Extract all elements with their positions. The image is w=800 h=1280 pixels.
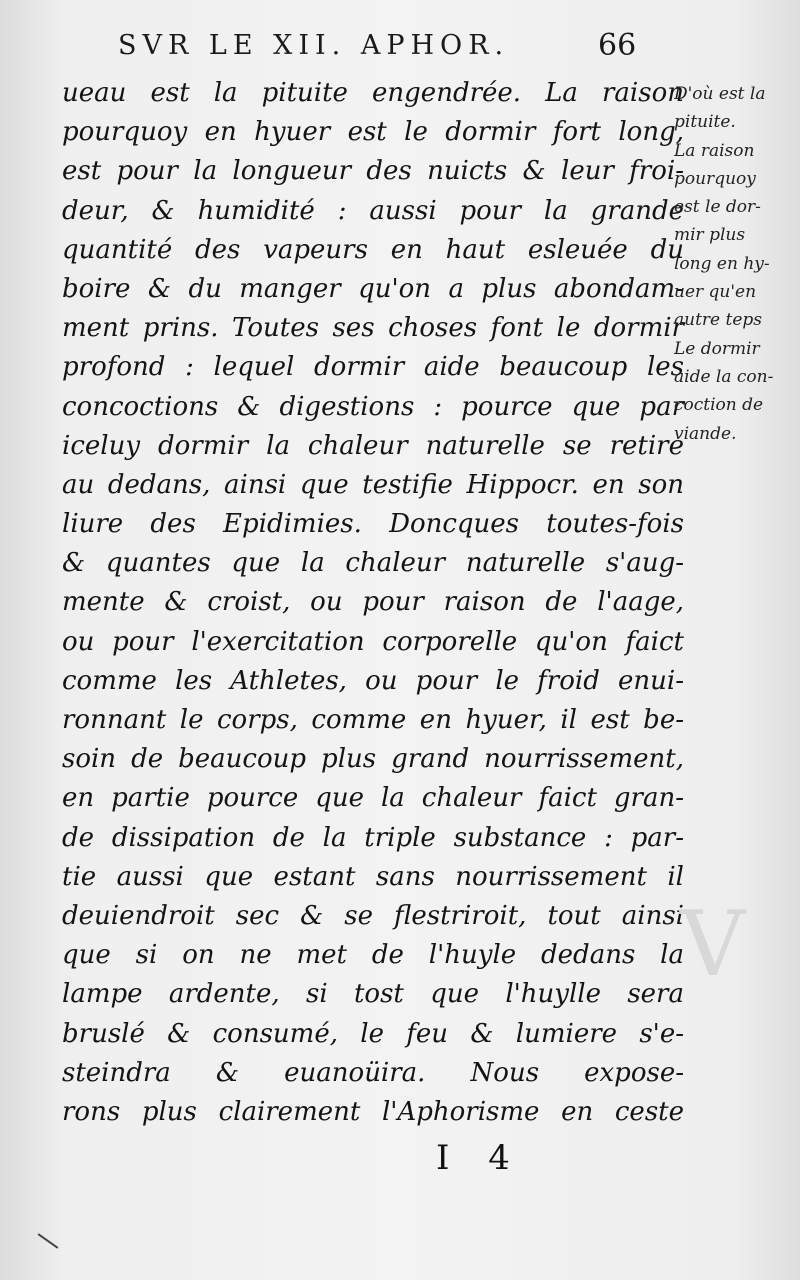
margin-note-line: aide la con- — [674, 366, 774, 387]
margin-note-line: long en hy- — [674, 253, 770, 274]
main-text-block — [62, 74, 684, 1132]
text-line: liure des Epidimies. Doncques toutes-fois — [62, 509, 684, 540]
text-line: comme les Athletes, ou pour le froid enui- — [62, 665, 684, 696]
text-line: quantité des vapeurs en haut esleuée du — [62, 234, 684, 265]
margin-note-line: pourquoy — [674, 168, 756, 189]
text-line: au dedans, ainsi que testifie Hippocr. en son — [62, 469, 684, 500]
margin-note-line: mir plus — [674, 225, 746, 246]
text-line: mente & croist, ou pour raison de l'aage, — [62, 587, 684, 618]
text-line: ment prins. Toutes ses choses font le dormir — [62, 313, 684, 344]
page-number: 66 — [598, 28, 637, 63]
text-line: deuiendroit sec & se flestriroit, tout ainsi — [62, 900, 684, 931]
text-line: ou pour l'exercitation corporelle qu'on faict — [62, 626, 684, 657]
text-line: pourquoy en hyuer est le dormir fort long, — [62, 117, 684, 148]
margin-note-line: Le dormir — [674, 338, 760, 359]
margin-note-line: D'où est la — [674, 84, 766, 104]
page-edge-mark — [38, 1233, 59, 1248]
text-line: concoctions & digestions : pource que par — [62, 391, 684, 422]
text-line: & quantes que la chaleur naturelle s'aug- — [62, 548, 684, 579]
text-line: rons plus clairement l'Aphorisme en ceste — [62, 1096, 684, 1127]
show-through-letter: V — [680, 892, 745, 997]
text-line: boire & du manger qu'on a plus abondam- — [62, 273, 684, 304]
text-line: ueau est la pituite engendrée. La raison — [62, 78, 684, 108]
text-line: profond : lequel dormir aide beaucoup les — [62, 352, 684, 383]
text-line: soin de beaucoup plus grand nourrissement, — [62, 744, 684, 775]
running-head: SVR LE XII. APHOR. — [118, 30, 510, 61]
signature-mark: I 4 — [436, 1138, 524, 1178]
margin-note-line: pituite. — [674, 112, 736, 133]
margin-note-line: coction de — [674, 395, 764, 416]
margin-note-line: autre teps — [674, 310, 763, 331]
margin-note-line: La raison — [674, 140, 755, 161]
text-line: iceluy dormir la chaleur naturelle se retire — [62, 430, 684, 461]
text-line: en partie pource que la chaleur faict gran- — [62, 783, 684, 814]
page-header — [118, 30, 678, 70]
text-line: steindra & euanoüira. Nous expose- — [62, 1057, 684, 1088]
margin-notes — [674, 80, 800, 448]
margin-note-line: est le dor- — [674, 197, 761, 218]
text-line: deur, & humidité : aussi pour la grande — [62, 195, 684, 226]
text-line: tie aussi que estant sans nourrissement il — [62, 861, 684, 892]
margin-note-line: viande. — [674, 423, 737, 444]
text-line: est pour la longueur des nuicts & leur froi- — [62, 156, 684, 187]
margin-note-line: uer qu'en — [674, 282, 757, 303]
text-line: bruslé & consumé, le feu & lumiere s'e- — [62, 1018, 684, 1049]
text-line: ronnant le corps, comme en hyuer, il est be- — [62, 705, 684, 735]
text-line: que si on ne met de l'huyle dedans la — [62, 940, 684, 971]
text-line: de dissipation de la triple substance : par- — [62, 822, 684, 853]
text-line: lampe ardente, si tost que l'huylle sera — [62, 979, 684, 1010]
